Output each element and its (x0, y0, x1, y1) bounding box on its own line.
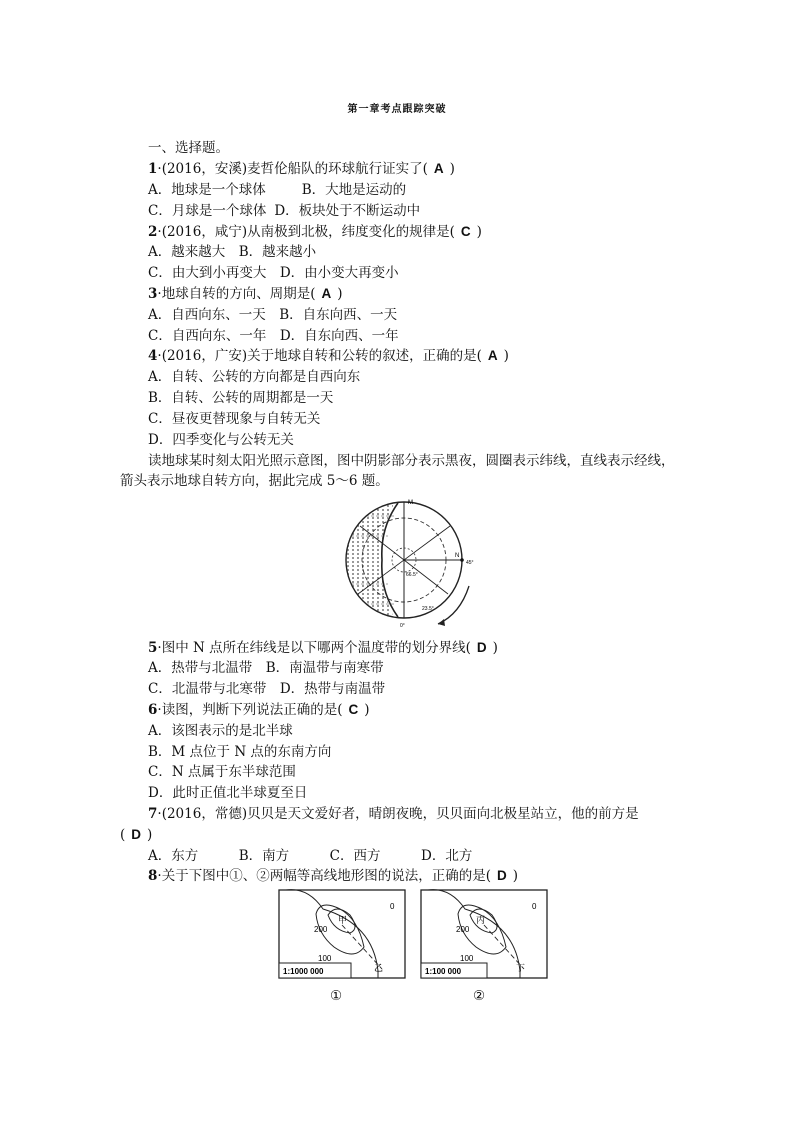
label-n: N (455, 553, 460, 559)
label-235: 23.5° (422, 606, 434, 612)
paren-close: ) (449, 161, 455, 177)
question-3 (148, 284, 343, 304)
paren-close: ) (492, 640, 498, 656)
option-b: B．自转、公转的周期都是一天 (148, 390, 334, 406)
question-5 (148, 638, 498, 658)
answer: A (433, 161, 444, 176)
question-7 (148, 804, 639, 824)
passage-line: 读地球某时刻太阳光照示意图，图中阴影部分表示黑夜，圆圈表示纬线，直线表示经线， (148, 453, 675, 469)
question-number: 4 (148, 348, 158, 364)
paren-close: ) (337, 286, 343, 302)
contour-label: 200 (314, 925, 328, 934)
question-7-answer (120, 825, 152, 845)
arrowhead-icon (438, 619, 445, 626)
peak-label: 甲 (338, 915, 348, 925)
option-d: D．四季变化与公转无关 (148, 432, 294, 448)
section-heading: 一、选择题。 (148, 140, 229, 156)
answer: D (131, 827, 142, 842)
option-a: A．地球是一个球体 (148, 182, 266, 198)
paren-close: ) (512, 868, 518, 884)
contour-label: 0 (532, 902, 537, 911)
label-66: 66.5° (406, 572, 418, 578)
option-c: C．昼夜更替现象与自转无关 (148, 411, 321, 427)
option-a: A．该图表示的是北半球 (148, 723, 293, 739)
option-row: A．热带与北温带 B．南温带与南寒带 (148, 660, 384, 676)
question-number: 2 (148, 224, 158, 240)
option-d: D．此时正值北半球夏至日 (148, 785, 308, 801)
point-label: 乙 (374, 963, 384, 973)
answer: C (348, 702, 359, 717)
contour-label: 100 (318, 954, 332, 963)
question-stem: ·(2016，咸宁)从南极到北极，纬度变化的规律是( (157, 224, 455, 240)
question-number: 3 (148, 286, 158, 302)
contour-map-1 (278, 889, 408, 981)
answer: D (476, 640, 487, 655)
question-number: 6 (148, 702, 158, 718)
map-caption: ② (473, 988, 486, 1004)
option-b: B．大地是运动的 (301, 182, 407, 198)
question-8 (148, 866, 518, 886)
passage-line: 箭头表示地球自转方向，据此完成 5～6 题。 (120, 473, 389, 489)
option-c: C．N 点属于东半球范围 (148, 764, 296, 780)
option-row: A．自西向东、一天 B．自东向西、一天 (148, 307, 398, 323)
question-number: 1 (148, 161, 158, 177)
answer: A (487, 348, 498, 363)
option-b: B．M 点位于 N 点的东南方向 (148, 744, 332, 760)
option-row (148, 201, 420, 221)
peak-label: 丙 (476, 915, 486, 925)
contour-label: 200 (456, 925, 470, 934)
label-0: 0° (400, 623, 405, 629)
option-row: C．自西向东、一年 D．自东向西、一年 (148, 328, 399, 344)
point-label: 丁 (516, 963, 526, 973)
question-number: 5 (148, 640, 158, 656)
option-row (148, 180, 406, 200)
answer: D (496, 868, 507, 883)
question-stem: ·(2016，安溪)麦哲伦船队的环球航行证实了( (157, 161, 428, 177)
paren-close: ) (476, 224, 482, 240)
question-1 (148, 159, 455, 179)
option-row: C．由大到小再变大 D．由小变大再变小 (148, 265, 399, 281)
option-a: A．自转、公转的方向都是自西向东 (148, 369, 361, 385)
option-d: D．板块处于不断运动中 (274, 203, 421, 219)
page-title: 第一章考点跟踪突破 (347, 104, 447, 115)
paren-close: ) (364, 702, 370, 718)
label-m: M (408, 500, 413, 506)
point-n (460, 558, 464, 562)
contour-label: 100 (460, 954, 474, 963)
contour-label: 0 (390, 902, 395, 911)
question-stem: ·地球自转的方向、周期是( (157, 286, 316, 302)
option-row: C．北温带与北寒带 D．热带与南温带 (148, 681, 386, 697)
question-stem: ·(2016，广安)关于地球自转和公转的叙述，正确的是( (157, 348, 482, 364)
contour-map-2 (420, 889, 550, 981)
scale-label: 1:1000 000 (283, 967, 324, 976)
globe-figure (336, 496, 496, 629)
option-row: A．东方 B．南方 C．西方 D．北方 (148, 848, 473, 864)
question-2 (148, 222, 482, 242)
label-45: 45° (466, 560, 474, 566)
rotation-arrow-icon (438, 586, 469, 624)
option-row: A．越来越大 B．越来越小 (148, 244, 317, 260)
question-number: 7 (148, 806, 158, 822)
map-caption: ① (330, 988, 343, 1004)
paren-close: ) (147, 827, 153, 843)
question-4 (148, 346, 509, 366)
question-stem: ·(2016，常德)贝贝是天文爱好者，晴朗夜晚，贝贝面向北极星站立，他的前方是 (157, 806, 639, 822)
question-stem: ·图中 N 点所在纬线是以下哪两个温度带的划分界线( (157, 640, 471, 656)
question-6 (148, 700, 370, 720)
paren-open: ( (120, 827, 126, 843)
option-c: C．月球是一个球体 (148, 203, 267, 219)
answer: A (321, 286, 332, 301)
question-number: 8 (148, 868, 158, 884)
answer: C (460, 224, 471, 239)
question-stem: ·读图，判断下列说法正确的是( (157, 702, 343, 718)
scale-label: 1:100 000 (425, 967, 462, 976)
question-stem: ·关于下图中①、②两幅等高线地形图的说法，正确的是( (157, 868, 491, 884)
paren-close: ) (503, 348, 509, 364)
